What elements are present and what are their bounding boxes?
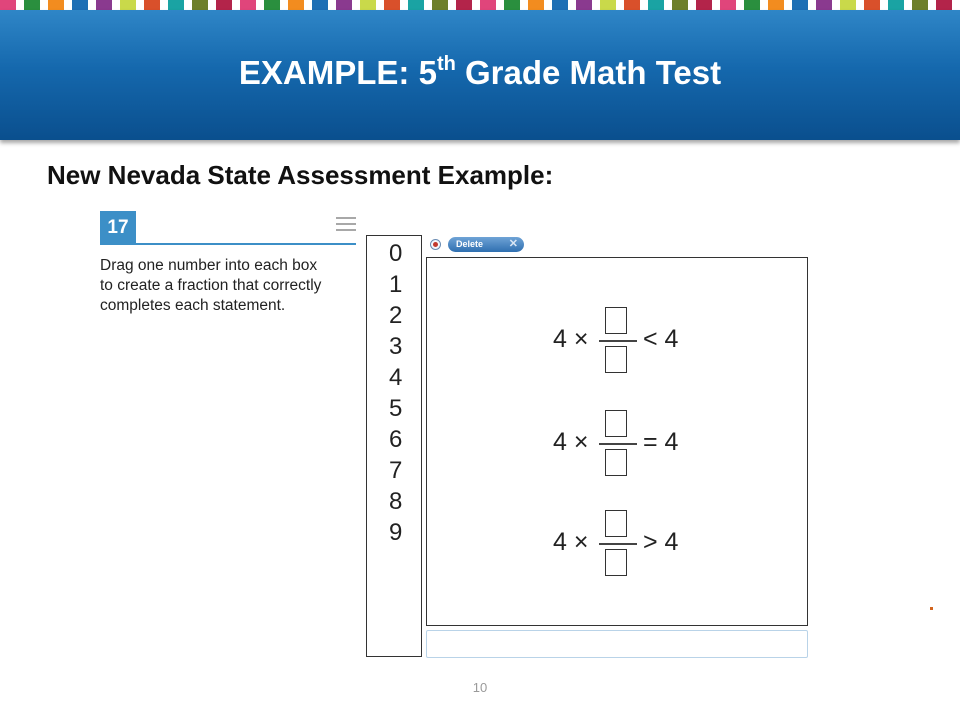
stripe-segment xyxy=(504,0,520,10)
fraction-bar xyxy=(599,443,637,445)
number-tile-3[interactable]: 3 xyxy=(389,333,403,360)
equation-right-term: > 4 xyxy=(643,528,679,556)
hamburger-menu-icon[interactable] xyxy=(336,217,356,233)
number-tile-7[interactable]: 7 xyxy=(389,457,403,484)
delete-radio-icon[interactable] xyxy=(430,239,441,250)
stripe-segment xyxy=(336,0,352,10)
stripe-segment xyxy=(120,0,136,10)
question-prompt xyxy=(100,256,362,316)
decorative-dot xyxy=(930,607,933,610)
fraction-bar xyxy=(599,340,637,342)
stripe-segment xyxy=(240,0,256,10)
decorative-stripes xyxy=(0,0,960,10)
close-icon: ✕ xyxy=(508,238,518,250)
stripe-segment xyxy=(72,0,88,10)
delete-button-label: Delete xyxy=(456,239,484,249)
delete-button[interactable] xyxy=(448,237,524,252)
number-tile-9[interactable]: 9 xyxy=(389,519,403,546)
stripe-segment xyxy=(648,0,664,10)
prompt-line: Drag one number into each box xyxy=(100,257,318,274)
slide-header xyxy=(0,10,960,140)
stripe-segment xyxy=(456,0,472,10)
equation-row-less-than xyxy=(553,305,713,375)
question-header-divider xyxy=(100,243,356,245)
denominator-drop-box[interactable] xyxy=(605,449,627,476)
stripe-segment xyxy=(720,0,736,10)
stripe-segment xyxy=(528,0,544,10)
stripe-segment xyxy=(216,0,232,10)
numerator-drop-box[interactable] xyxy=(605,307,627,334)
prompt-line: completes each statement. xyxy=(100,297,286,314)
stripe-segment xyxy=(288,0,304,10)
stripe-segment xyxy=(936,0,952,10)
slide-subtitle: New Nevada State Assessment Example: xyxy=(47,160,554,190)
stripe-segment xyxy=(816,0,832,10)
equation-row-greater-than xyxy=(553,508,713,578)
number-tile-6[interactable]: 6 xyxy=(389,426,403,453)
stripe-segment xyxy=(768,0,784,10)
question-number-badge: 17 xyxy=(100,211,136,244)
equation-left-term: 4 × xyxy=(553,528,589,556)
stripe-segment xyxy=(0,0,16,10)
stripe-segment xyxy=(792,0,808,10)
stripe-segment xyxy=(312,0,328,10)
equation-left-term: 4 × xyxy=(553,325,589,353)
stripe-segment xyxy=(192,0,208,10)
stripe-segment xyxy=(384,0,400,10)
stripe-segment xyxy=(744,0,760,10)
number-bank xyxy=(366,235,422,657)
equation-left-term: 4 × xyxy=(553,428,589,456)
stripe-segment xyxy=(840,0,856,10)
stripe-segment xyxy=(624,0,640,10)
numerator-drop-box[interactable] xyxy=(605,510,627,537)
fraction-bar xyxy=(599,543,637,545)
stripe-segment xyxy=(264,0,280,10)
stripe-segment xyxy=(888,0,904,10)
stripe-segment xyxy=(672,0,688,10)
stripe-segment xyxy=(432,0,448,10)
stripe-segment xyxy=(360,0,376,10)
number-tile-5[interactable]: 5 xyxy=(389,395,403,422)
equation-row-equal xyxy=(553,408,713,478)
stripe-segment xyxy=(480,0,496,10)
stripe-segment xyxy=(144,0,160,10)
denominator-drop-box[interactable] xyxy=(605,346,627,373)
number-tile-2[interactable]: 2 xyxy=(389,302,403,329)
drag-drop-work-area xyxy=(426,257,808,626)
stripe-segment xyxy=(912,0,928,10)
stripe-segment xyxy=(96,0,112,10)
slide-title: EXAMPLE: 5th Grade Math Test xyxy=(238,53,722,91)
stripe-segment xyxy=(48,0,64,10)
stripe-segment xyxy=(600,0,616,10)
stripe-segment xyxy=(168,0,184,10)
equation-right-term: = 4 xyxy=(643,428,679,456)
stripe-segment xyxy=(408,0,424,10)
page-number: 10 xyxy=(472,680,488,695)
denominator-drop-box[interactable] xyxy=(605,549,627,576)
equation-right-term: < 4 xyxy=(643,325,679,353)
numerator-drop-box[interactable] xyxy=(605,410,627,437)
number-tile-0[interactable]: 0 xyxy=(389,240,403,267)
answer-field[interactable] xyxy=(426,630,808,658)
stripe-segment xyxy=(696,0,712,10)
stripe-segment xyxy=(864,0,880,10)
stripe-segment xyxy=(24,0,40,10)
stripe-segment xyxy=(576,0,592,10)
stripe-segment xyxy=(552,0,568,10)
number-tile-8[interactable]: 8 xyxy=(389,488,403,515)
number-tile-1[interactable]: 1 xyxy=(389,271,403,298)
prompt-line: to create a fraction that correctly xyxy=(100,277,322,294)
number-tile-4[interactable]: 4 xyxy=(389,364,403,391)
